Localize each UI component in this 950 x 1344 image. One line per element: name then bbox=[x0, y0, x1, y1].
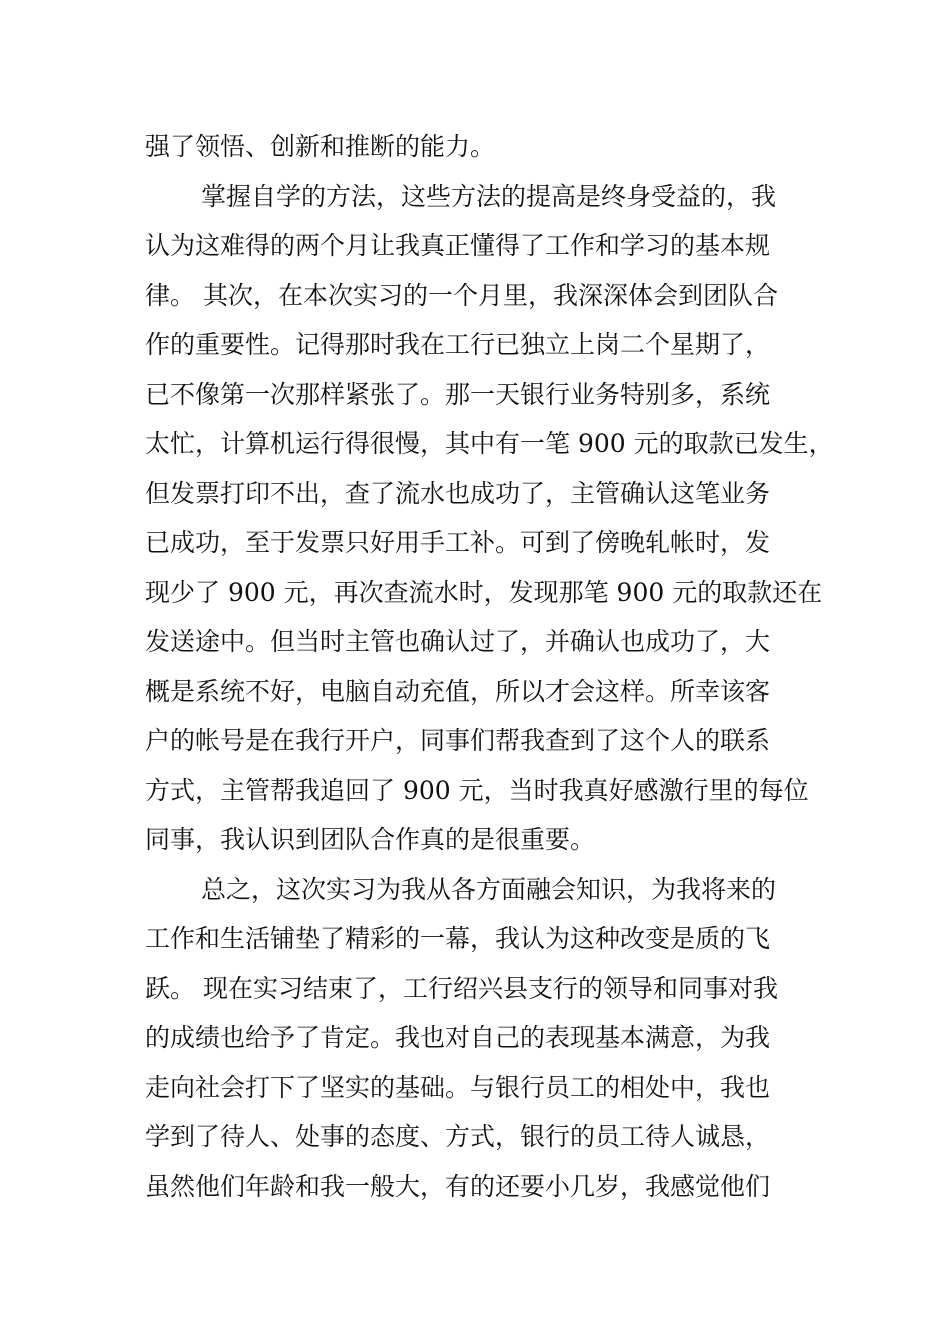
text-line: 工作和生活铺垫了精彩的一幕，我认为这种改变是质的飞 bbox=[145, 924, 771, 953]
text-line: 走向社会打下了坚实的基础。与银行员工的相处中，我也 bbox=[145, 1072, 771, 1102]
text-line: 发送途中。但当时主管也确认过了，并确认也成功了，大 bbox=[145, 627, 771, 656]
text-line: 跃。 现在实习结束了，工行绍兴县支行的领导和同事对我 bbox=[145, 973, 778, 1003]
document-body bbox=[145, 122, 834, 1211]
text-line: 同事，我认识到团队合作真的是很重要。 bbox=[145, 825, 596, 854]
text-line: 的成绩也给予了肯定。我也对自己的表现基本满意，为我 bbox=[145, 1023, 771, 1052]
paragraph-start-line: 掌握自学的方法，这些方法的提高是终身受益的，我 bbox=[201, 181, 777, 211]
text-line: 认为这难得的两个月让我真正懂得了工作和学习的基本规 bbox=[145, 231, 771, 260]
paragraph-start-line: 总之，这次实习为我从各方面融会知识，为我将来的 bbox=[201, 874, 777, 904]
text-line: 但发票打印不出，查了流水也成功了，主管确认这笔业务 bbox=[145, 478, 771, 508]
text-line: 作的重要性。记得那时我在工行已独立上岗二个星期了， bbox=[145, 330, 771, 359]
text-line: 强了领悟、创新和推断的能力。 bbox=[145, 132, 496, 161]
text-line: 户的帐号是在我行开户，同事们帮我查到了这个人的联系 bbox=[145, 726, 771, 755]
text-line: 学到了待人、处事的态度、方式，银行的员工待人诚恳， bbox=[145, 1122, 771, 1151]
text-line: 现少了 900 元，再次查流水时，发现那笔 900 元的取款还在 bbox=[145, 577, 823, 607]
text-line: 已成功，至于发票只好用手工补。可到了傍晚轧帐时，发 bbox=[145, 528, 771, 557]
text-line: 虽然他们年龄和我一般大，有的还要小几岁，我感觉他们 bbox=[145, 1171, 771, 1201]
text-line: 概是系统不好，电脑自动充值，所以才会这样。所幸该客 bbox=[145, 676, 771, 706]
text-line: 律。 其次，在本次实习的一个月里，我深深体会到团队合 bbox=[145, 280, 778, 310]
text-line: 已不像第一次那样紧张了。那一天银行业务特别多，系统 bbox=[145, 379, 771, 409]
text-line: 方式，主管帮我追回了 900 元，当时我真好感激行里的每位 bbox=[145, 775, 809, 805]
text-line: 太忙，计算机运行得很慢，其中有一笔 900 元的取款已发生， bbox=[145, 429, 834, 458]
